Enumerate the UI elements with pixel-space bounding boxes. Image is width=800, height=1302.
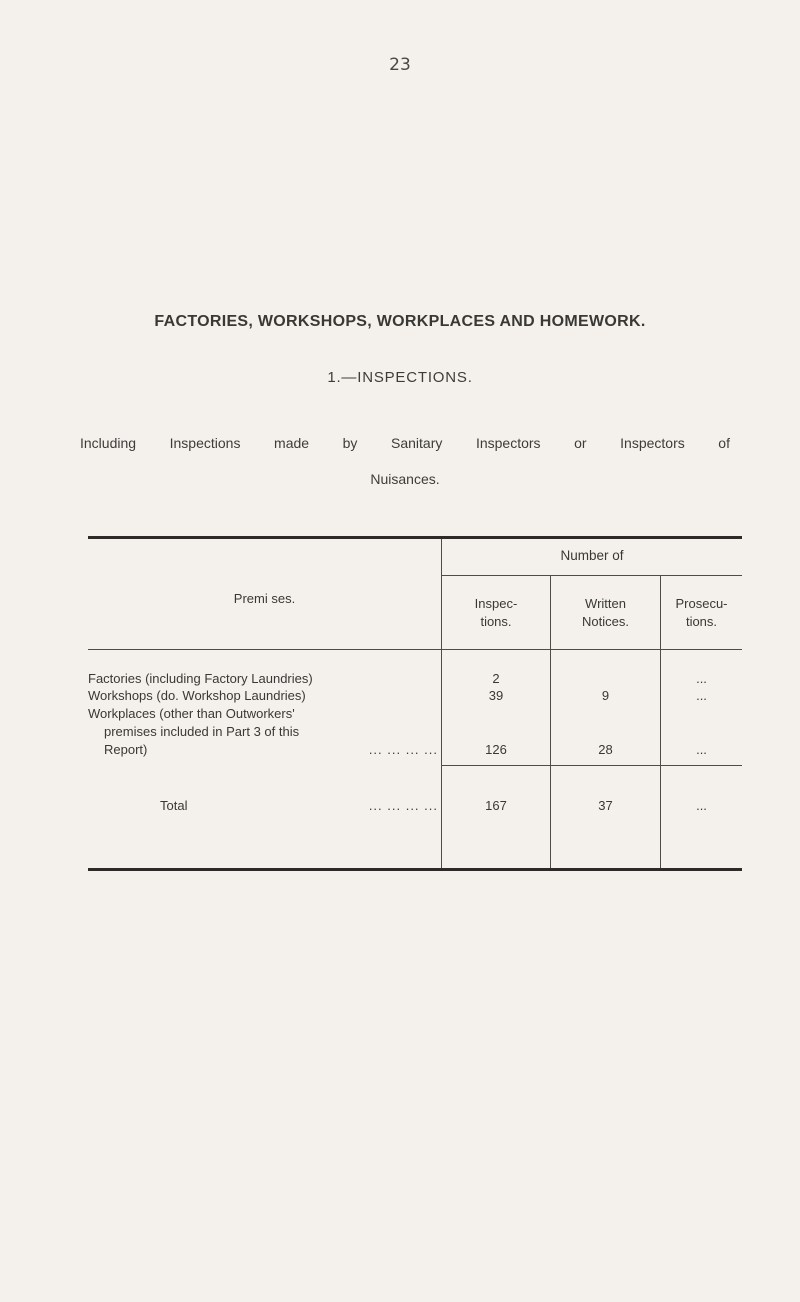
header-bottom-rule — [88, 649, 742, 650]
section-heading: 1.—INSPECTIONS. — [327, 369, 473, 386]
row-workshops-inspections: 39 — [488, 688, 504, 703]
row-label-workplaces-line3: Report) — [104, 742, 148, 757]
total-label: Total — [160, 798, 188, 813]
row-workplaces-inspections: 126 — [485, 742, 507, 757]
number-of-header: Number of — [560, 548, 624, 563]
table-bottom-rule — [88, 868, 742, 871]
total-top-rule — [442, 765, 742, 766]
prosecutions-header-1: Prosecu- — [675, 596, 728, 611]
notices-header-2: Notices. — [582, 614, 629, 629]
row-label-workshops: Workshops (do. Workshop Laundries) — [88, 688, 306, 703]
col-divider-premises — [441, 539, 442, 868]
row-workplaces-notices: 28 — [598, 742, 613, 757]
intro-paragraph — [80, 425, 730, 497]
row-label-workplaces-line1: Workplaces (other than Outworkers' — [88, 706, 295, 721]
total-leader: ... ... ... ... — [368, 798, 438, 813]
row-workshops-notices: 9 — [601, 688, 610, 703]
total-inspections: 167 — [485, 798, 507, 813]
total-prosecutions: ... — [696, 798, 707, 813]
row-factories-inspections: 2 — [492, 671, 500, 686]
row-label-factories: Factories (including Factory Laundries) — [88, 671, 313, 686]
page-number: 23 — [389, 55, 411, 75]
inspections-header-1: Inspec- — [474, 596, 518, 611]
notices-header-1: Written — [585, 596, 626, 611]
row-factories-prosecutions: ... — [696, 671, 707, 686]
row-workplaces-leader: ... ... ... ... — [368, 742, 438, 757]
group-header-rule — [442, 575, 742, 576]
total-notices: 37 — [598, 798, 613, 813]
main-heading: FACTORIES, WORKSHOPS, WORKPLACES AND HOMEWORK. — [154, 313, 646, 330]
row-workplaces-prosecutions: ... — [696, 742, 707, 757]
intro-line-1: Including Inspections made by Sanitary Inspectors or Inspectors of — [80, 435, 730, 451]
table-top-rule — [88, 536, 742, 539]
row-label-workplaces-line2: premises included in Part 3 of this — [104, 724, 300, 739]
intro-line-2: Nuisances. — [370, 471, 440, 487]
row-workshops-prosecutions: ... — [696, 688, 707, 703]
prosecutions-header-2: tions. — [685, 614, 718, 629]
premises-header: Premi ses. — [233, 591, 296, 606]
inspections-header-2: tions. — [480, 614, 512, 629]
